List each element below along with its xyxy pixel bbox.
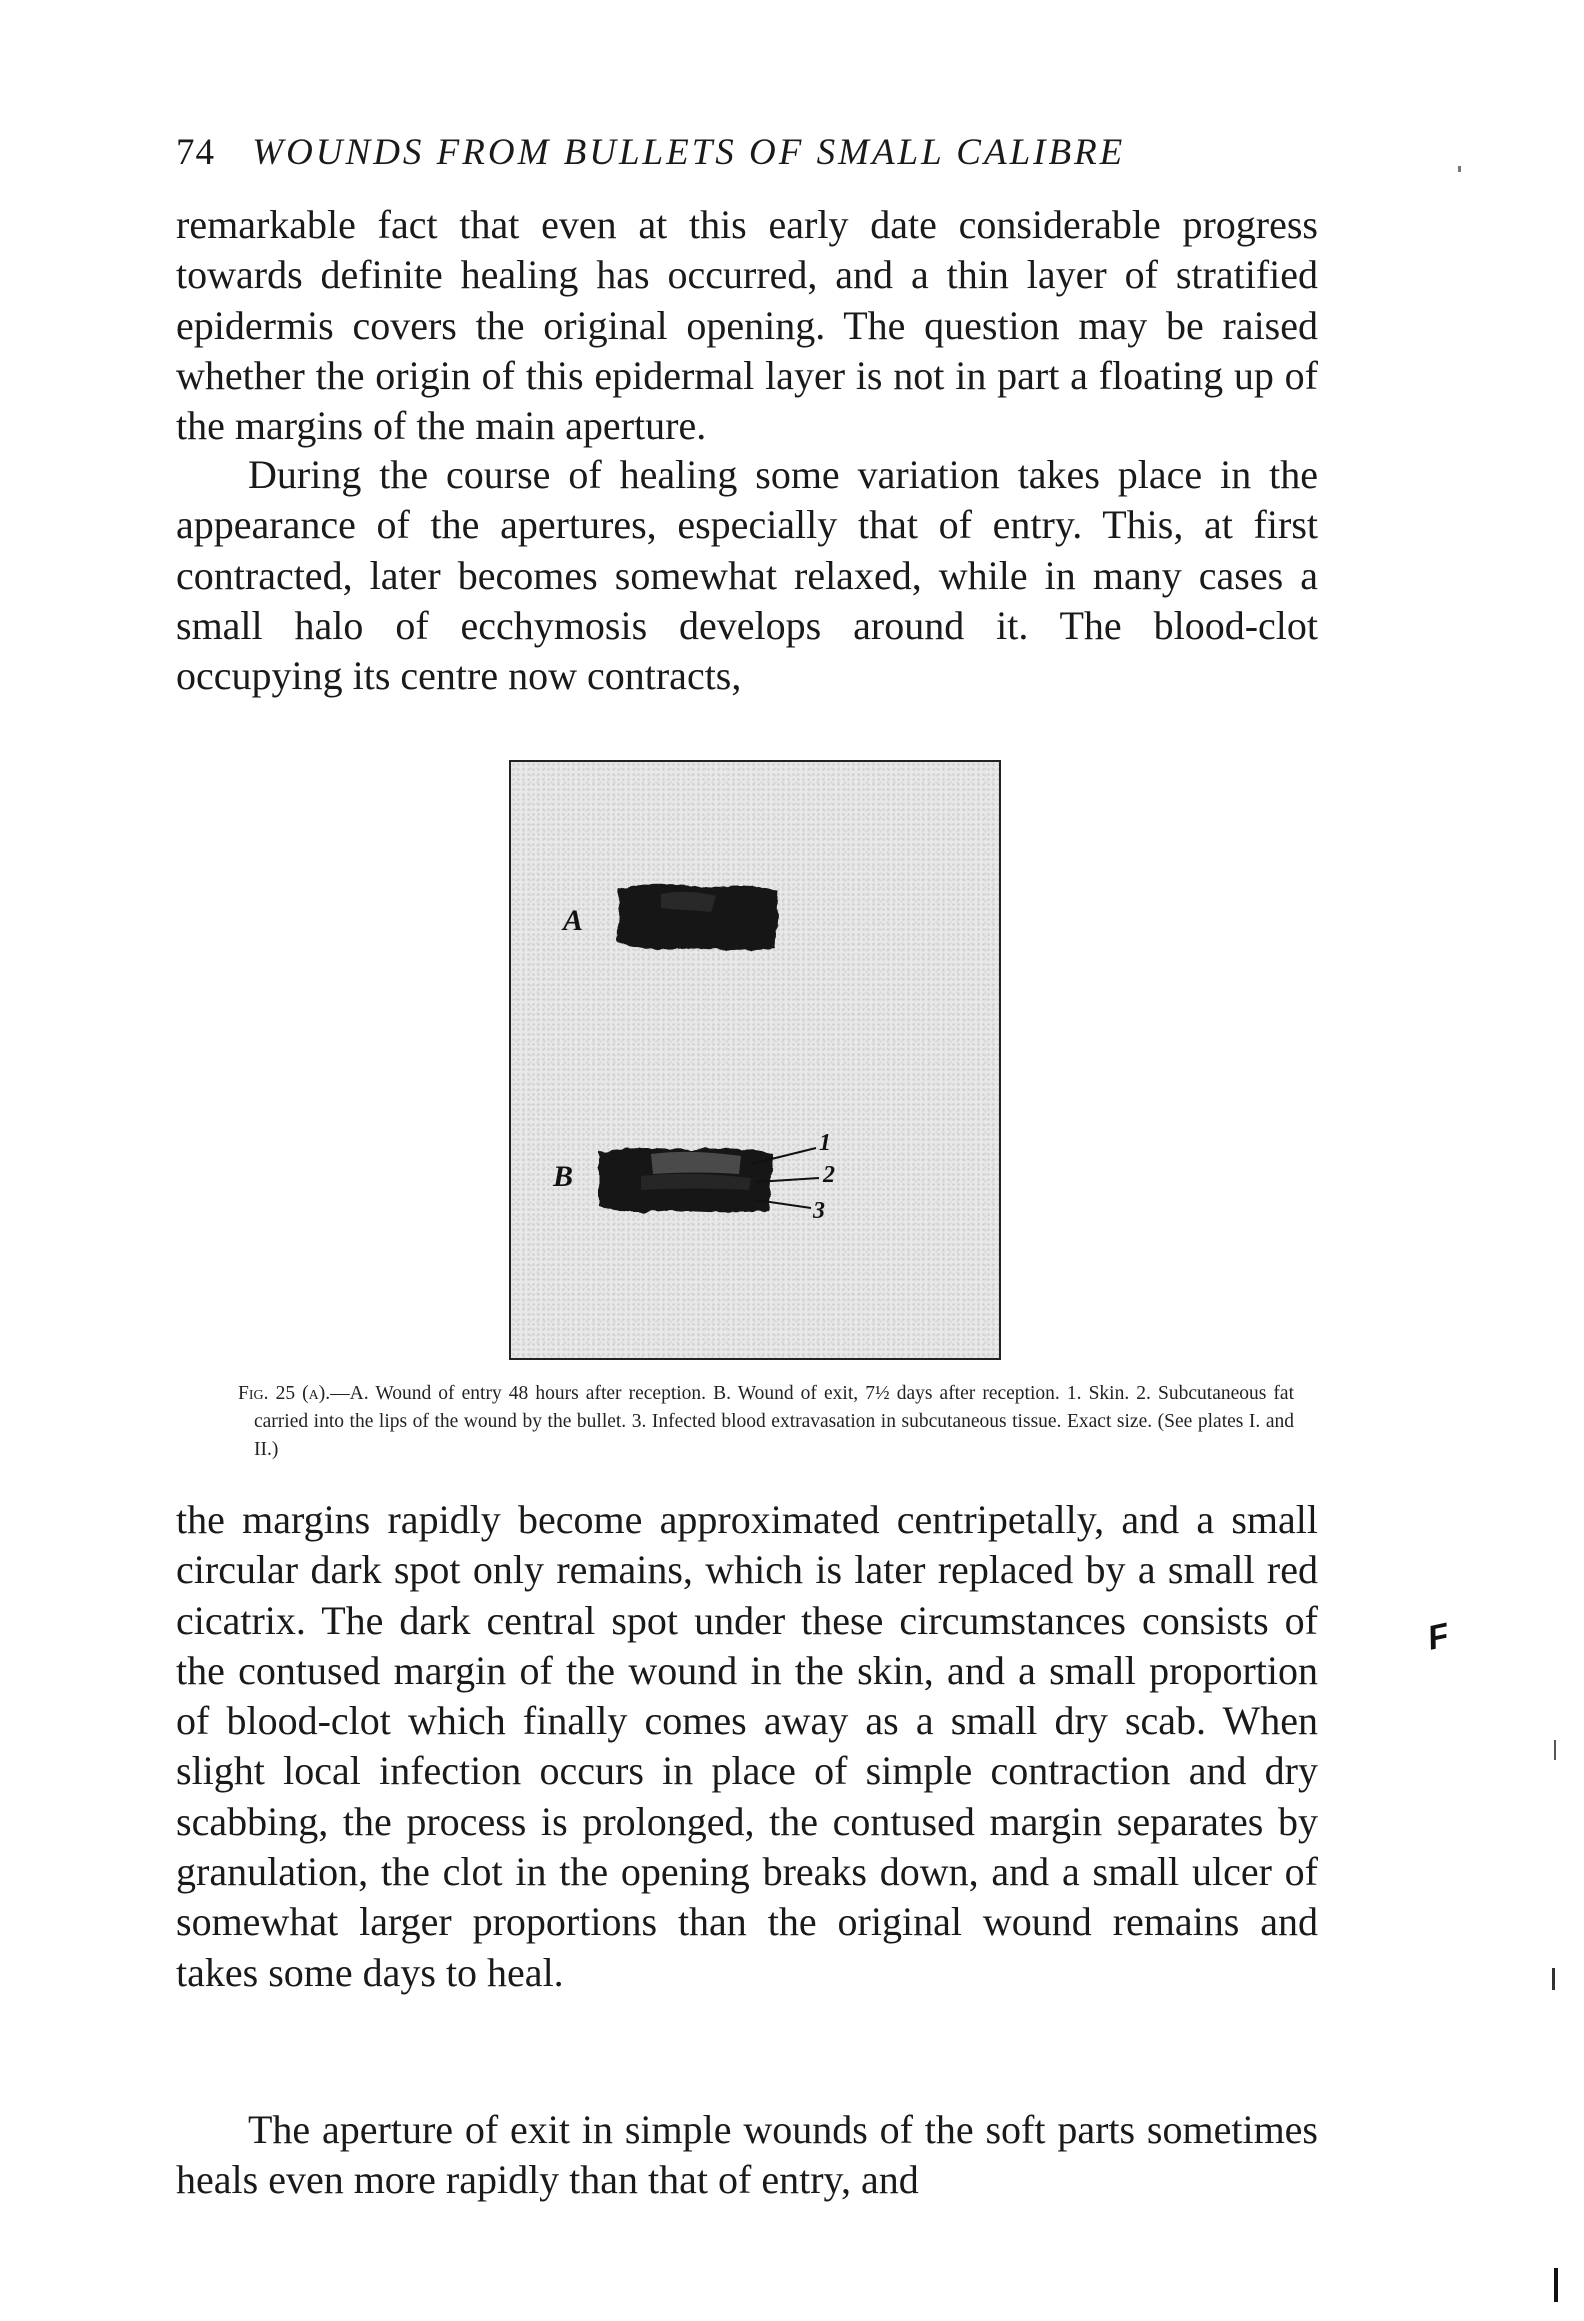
wound-illustration [511, 762, 999, 1358]
figure-photograph [509, 760, 1001, 1360]
wound-b-skin-layer [651, 1152, 741, 1174]
page-number: 74 [176, 132, 215, 173]
margin-tick-2 [1552, 1968, 1555, 1990]
figure-caption [238, 1380, 1294, 1464]
figure-label-b: B [553, 1160, 574, 1193]
paragraph-3: the margins rapidly become approximated centripetally, and a small circular dark spot only remains, which is later replaced by a small red cicatrix. The dark central spot under these circumstances consists of the contused margin of the wound in the skin, and a small proportion of blood-clot which finally comes away as a small dry scab. When slight local infection occurs in place of simple contraction and dry scabbing, the process is prolonged, the contused margin separates by granulation, the clot in the opening breaks down, and a small ulcer of somewhat larger proportions than the original wound remains and takes some days to heal. [176, 1497, 1318, 1995]
figure-number-1: 1 [819, 1130, 831, 1156]
caption-lead: Fig. 25 (a). [238, 1383, 331, 1404]
running-head [176, 128, 1286, 178]
figure-number-3: 3 [813, 1198, 825, 1224]
figure-label-a: A [563, 904, 584, 937]
figure-number-2: 2 [823, 1162, 835, 1188]
paragraph-2: During the course of healing some variation takes place in the appearance of the apertures, especially that of entry. This, at first contracted, later becomes somewhat relaxed, while in many cases a small halo of ecchymosis develops around it. The blood-clot occupying its centre now contracts, [176, 452, 1318, 699]
margin-tick-1 [1554, 1740, 1556, 1760]
margin-speck [1458, 166, 1461, 172]
margin-pencil-mark: F [1424, 1616, 1453, 1658]
paragraph-4: The aperture of exit in simple wounds of the soft parts sometimes heals even more rapidly than that of entry, and [176, 2107, 1318, 2203]
caption-text: —A. Wound of entry 48 hours after reception. B. Wound of exit, 7½ days after reception. 1. Skin. 2. Subcutaneous fat carried into the lips of the wound by the bullet. 3. Infected blood extravasation in subcutaneous tissue. Exact size. (See plates I. and II.) [254, 1383, 1294, 1460]
margin-tick-3 [1554, 2268, 1558, 2302]
paragraph-1: remarkable fact that even at this early date considerable progress towards definite healing has occurred, and a thin layer of stratified epidermis covers the original opening. The question may be raised whether the origin of this epidermal layer is not in part a floating up of the margins of the main aperture. [176, 202, 1318, 449]
running-title: WOUNDS FROM BULLETS OF SMALL CALIBRE [252, 132, 1126, 173]
